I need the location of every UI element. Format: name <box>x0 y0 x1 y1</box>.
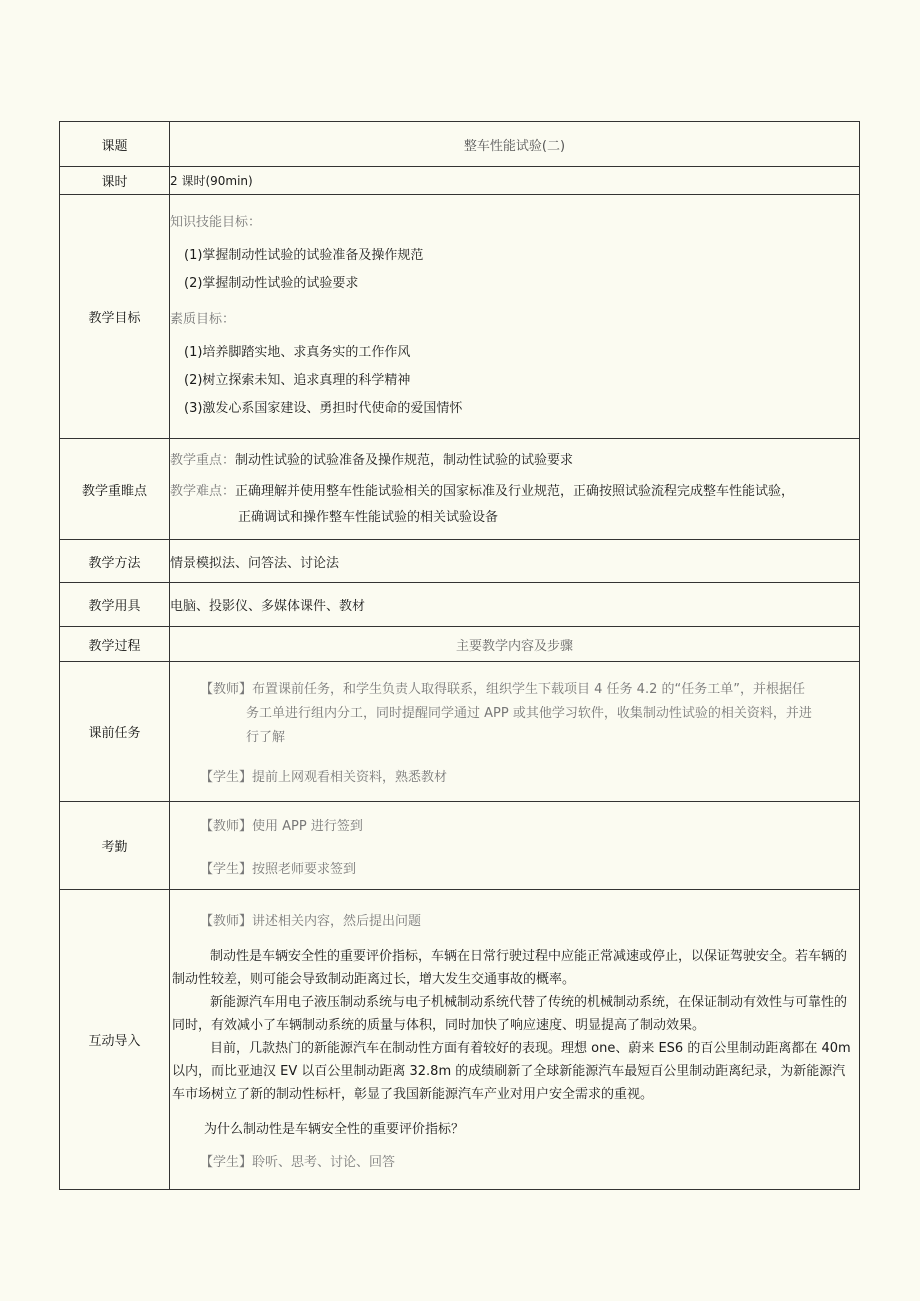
intro-paragraph: 制动性是车辆安全性的重要评价指标，车辆在日常行驶过程中应能正常减速或停止，以保证驾驶安全。若车辆的制动性较差，则可能会导致制动距离过长，增大发生交通事故的概率。 <box>172 948 848 987</box>
row-methods <box>60 540 860 583</box>
objectives-label: 教学目标 <box>60 195 170 439</box>
difficult-label: 教学难点： <box>170 484 236 499</box>
attendance-student-text: 按照老师要求签到 <box>252 861 357 877</box>
row-objectives <box>60 195 860 439</box>
intro-teacher-text: 讲述相关内容，然后提出问题 <box>252 913 422 929</box>
pre-task-student-text: 提前上网观看相关资料，熟悉教材 <box>252 770 448 785</box>
attendance-content <box>170 802 860 890</box>
intro-content <box>170 890 860 1190</box>
process-steps-heading: 主要教学内容及步骤 <box>170 627 860 662</box>
topic-label: 课题 <box>60 122 170 167</box>
hours-value: 2 课时(90min) <box>170 167 860 195</box>
row-tools <box>60 583 860 627</box>
row-pre-task <box>60 662 860 802</box>
intro-paragraph: 目前，几款热门的新能源汽车在制动性方面有着较好的表现。理想 one、蔚来 ES6 的百公里制动距离都在 40m 以内，而比亚迪汉 EV 以百公里制动距离 32.8m 的成绩刷新了全球新能源汽车最短百公里制动距离纪录，为新能源汽车市场树立了新的制动性标杆，彰显了我国新能源汽车产业对用户安全需求的重视。 <box>172 1040 851 1102</box>
key-text: 制动性试验的试验准备及操作规范，制动性试验的试验要求 <box>235 453 574 468</box>
key-label: 教学重点： <box>170 453 236 468</box>
process-label: 教学过程 <box>60 627 170 662</box>
quality-heading: 素质目标： <box>170 311 236 327</box>
keypoints-label: 教学重睢点 <box>60 439 170 540</box>
row-topic <box>60 122 860 167</box>
student-tag: 【学生】 <box>200 861 253 877</box>
row-hours <box>60 167 860 195</box>
intro-label: 互动导入 <box>60 890 170 1190</box>
pre-task-teacher-text-3: 行了解 <box>246 730 286 745</box>
pre-task-teacher-text-2: 务工单进行组内分工，同时提醒同学通过 APP 或其他学习软件，收集制动性试验的相关资料，并进 <box>246 706 812 721</box>
difficult-text-cont: 正确调试和操作整车性能试验的相关试验设备 <box>238 510 499 525</box>
methods-label: 教学方法 <box>60 540 170 583</box>
row-keypoints <box>60 439 860 540</box>
row-attendance <box>60 802 860 890</box>
pre-task-content <box>170 662 860 802</box>
knowledge-item: (2)掌握制动性试验的试验要求 <box>184 275 359 291</box>
methods-value: 情景模拟法、问答法、讨论法 <box>170 540 860 583</box>
difficult-text: 正确理解并使用整车性能试验相关的国家标准及行业规范，正确按照试验流程完成整车性能试验， <box>235 484 795 499</box>
attendance-label: 考勤 <box>60 802 170 890</box>
intro-student-text: 聆听、思考、讨论、回答 <box>252 1154 396 1170</box>
lesson-plan-table <box>59 121 860 1190</box>
tools-value: 电脑、投影仪、多媒体课件、教材 <box>170 583 860 627</box>
topic-title: 整车性能试验(二) <box>170 122 860 167</box>
quality-item: (2)树立探索未知、追求真理的科学精神 <box>184 372 411 388</box>
student-tag: 【学生】 <box>200 770 253 785</box>
pre-task-label: 课前任务 <box>60 662 170 802</box>
intro-paragraph: 新能源汽车用电子液压制动系统与电子机械制动系统代替了传统的机械制动系统，在保证制动有效性与可靠性的同时，有效减小了车辆制动系统的质量与体积，同时加快了响应速度、明显提高了制动效果。 <box>172 994 848 1033</box>
quality-item: (3)激发心系国家建设、勇担时代使命的爱国情怀 <box>184 400 463 416</box>
student-tag: 【学生】 <box>200 1154 253 1170</box>
attendance-teacher-text: 使用 APP 进行签到 <box>252 818 363 834</box>
quality-item: (1)培养脚踏实地、求真务实的工作作风 <box>184 344 411 360</box>
teacher-tag: 【教师】 <box>200 818 253 834</box>
row-process-header <box>60 627 860 662</box>
knowledge-heading: 知识技能目标： <box>170 214 262 230</box>
pre-task-teacher-text: 布置课前任务，和学生负责人取得联系，组织学生下载项目 4 任务 4.2 的“任务工单”，并根据任 <box>252 682 805 697</box>
keypoints-content <box>170 439 860 540</box>
row-intro <box>60 890 860 1190</box>
teacher-tag: 【教师】 <box>200 913 253 929</box>
knowledge-item: (1)掌握制动性试验的试验准备及操作规范 <box>184 247 424 263</box>
teacher-tag: 【教师】 <box>200 682 253 697</box>
objectives-content <box>170 195 860 439</box>
hours-label: 课时 <box>60 167 170 195</box>
intro-question: 为什么制动性是车辆安全性的重要评价指标？ <box>204 1121 465 1137</box>
tools-label: 教学用具 <box>60 583 170 627</box>
